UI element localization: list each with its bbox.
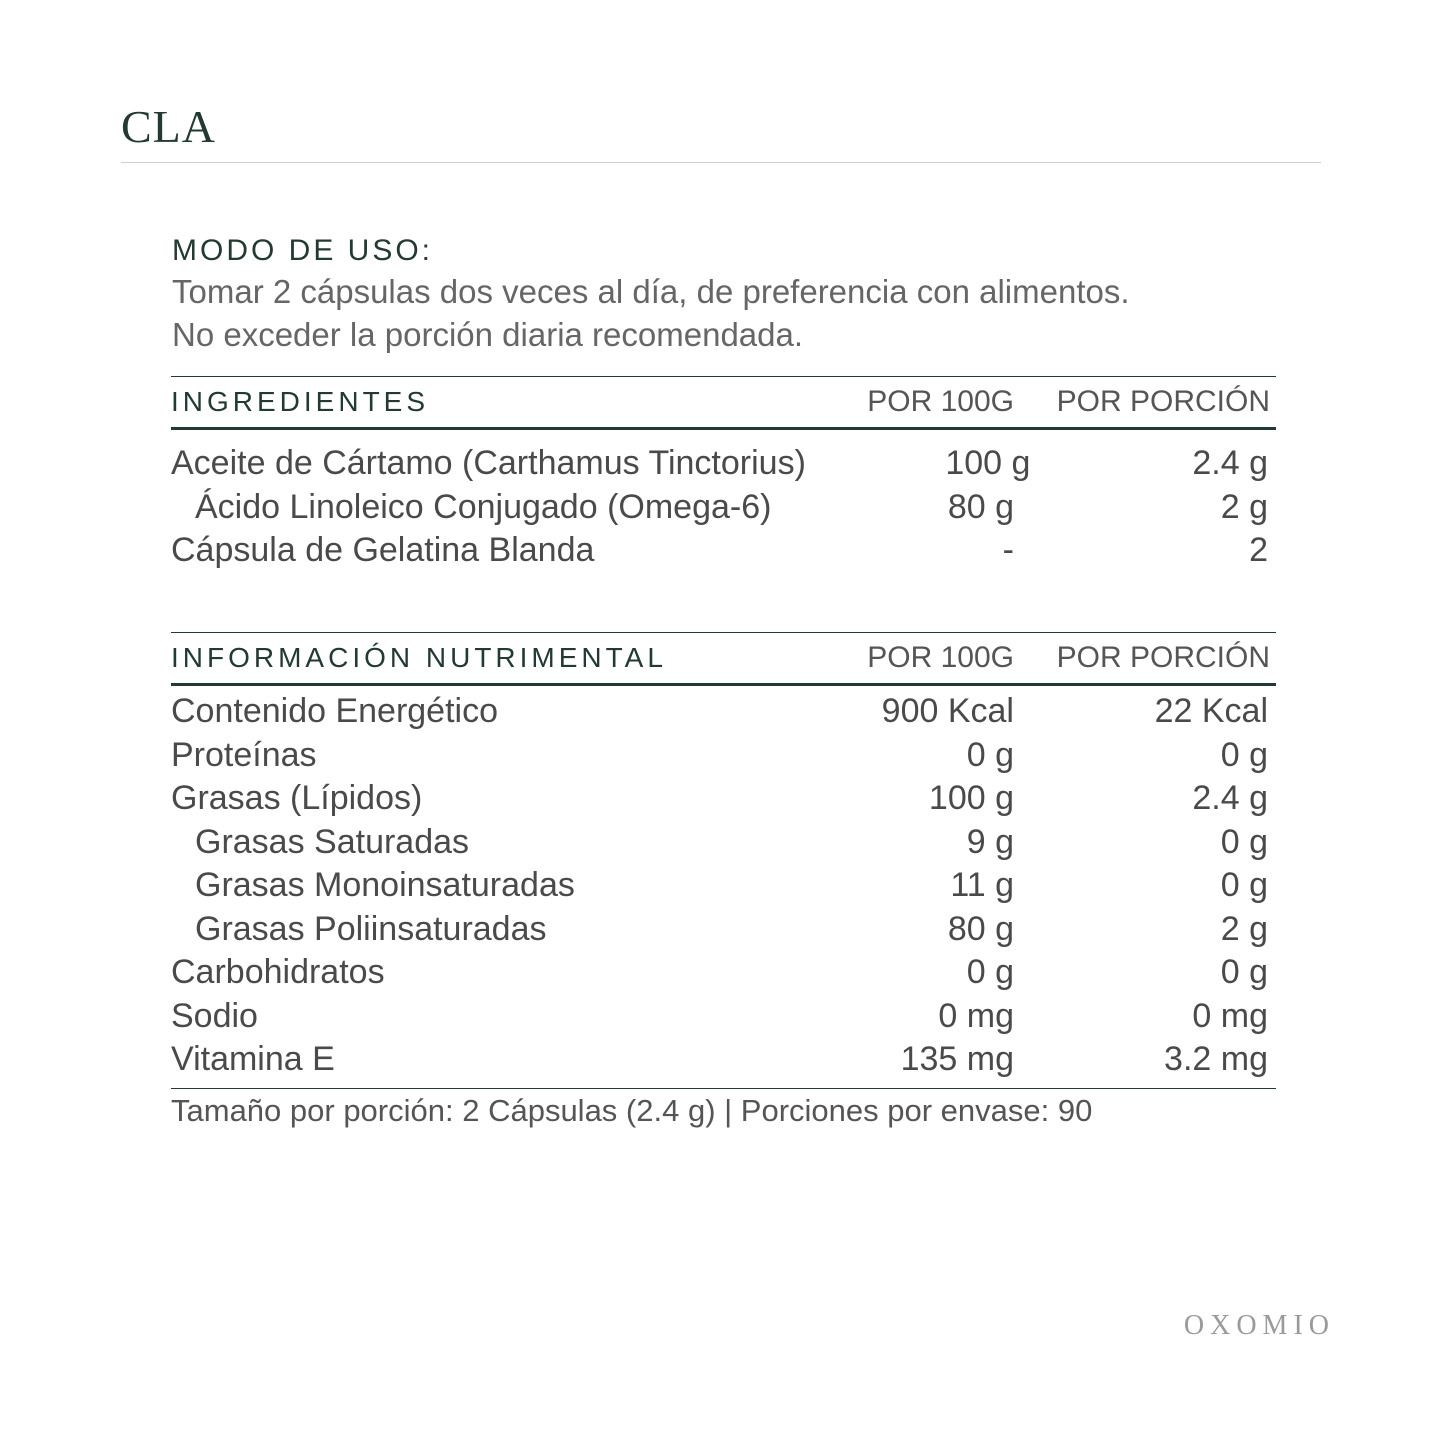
row-name: Grasas Poliinsaturadas — [195, 909, 547, 948]
row-name: Grasas Saturadas — [195, 822, 470, 861]
row-name: Sodio — [171, 996, 258, 1035]
table-row — [171, 690, 1276, 734]
row-name: Carbohidratos — [171, 953, 385, 992]
usage-warning: No exceder la porción diaria recomendada. — [172, 316, 804, 353]
brand-logo: OXOMIO — [1183, 1310, 1335, 1341]
row-name: Proteínas — [171, 735, 317, 774]
row-name: Aceite de Cártamo (Carthamus Tinctorius) — [171, 444, 806, 483]
row-per-100g: 135 mg — [900, 1040, 1014, 1079]
row-per-serving: 2.4 g — [1192, 444, 1268, 483]
table-row — [171, 864, 1276, 908]
row-name: Ácido Linoleico Conjugado (Omega-6) — [195, 487, 772, 526]
row-per-serving: 0 g — [1220, 866, 1268, 905]
row-per-serving: 0 g — [1220, 822, 1268, 861]
row-per-serving: 0 g — [1220, 953, 1268, 992]
row-per-serving: 2.4 g — [1192, 779, 1268, 818]
ingredients-rows — [171, 430, 1276, 573]
row-name: Grasas Monoinsaturadas — [195, 866, 575, 905]
row-per-serving: 3.2 mg — [1164, 1040, 1268, 1079]
row-per-100g: 900 Kcal — [881, 692, 1014, 731]
row-per-100g: 100 g — [945, 444, 1031, 483]
row-per-100g: 0 mg — [938, 996, 1014, 1035]
table-header — [171, 377, 1276, 430]
table-row — [171, 442, 1276, 486]
table-row — [171, 529, 1276, 573]
table-row — [171, 1038, 1276, 1082]
row-per-serving: 2 g — [1220, 909, 1268, 948]
usage-instruction: Tomar 2 cápsulas dos veces al día, de preferencia con alimentos. — [172, 273, 1130, 310]
table-header — [171, 633, 1276, 686]
header-per-serving: POR PORCIÓN — [1056, 385, 1270, 418]
row-name: Cápsula de Gelatina Blanda — [171, 531, 595, 570]
table-row — [171, 777, 1276, 821]
row-name: Vitamina E — [171, 1040, 335, 1079]
table-row — [171, 951, 1276, 995]
row-per-100g: 9 g — [966, 822, 1014, 861]
row-per-100g: 11 g — [950, 866, 1014, 905]
usage-heading: MODO DE USO: — [172, 234, 434, 267]
nutrition-rows — [171, 686, 1276, 1089]
row-per-100g: 80 g — [947, 909, 1014, 948]
table-row — [171, 734, 1276, 778]
header-per-100g: POR 100G — [867, 641, 1014, 674]
header-per-serving: POR PORCIÓN — [1056, 641, 1270, 674]
row-per-serving: 2 g — [1220, 487, 1268, 526]
row-per-100g: 0 g — [966, 953, 1014, 992]
row-per-100g: 80 g — [947, 487, 1014, 526]
row-name: Contenido Energético — [171, 692, 499, 731]
row-per-serving: 22 Kcal — [1154, 692, 1268, 731]
page-title: CLA — [121, 101, 216, 152]
row-per-serving: 2 — [1249, 531, 1268, 570]
table-row — [171, 821, 1276, 865]
row-per-100g: - — [1002, 531, 1014, 570]
row-name: Grasas (Lípidos) — [171, 779, 423, 818]
header-ingredients: INGREDIENTES — [171, 386, 430, 417]
table-row — [171, 908, 1276, 952]
ingredients-table — [171, 376, 1276, 573]
serving-footnote: Tamaño por porción: 2 Cápsulas (2.4 g) | Porciones por envase: 90 — [171, 1093, 1093, 1128]
table-row — [171, 486, 1276, 530]
table-row — [171, 995, 1276, 1039]
nutrition-table — [171, 632, 1276, 1089]
header-per-100g: POR 100G — [867, 385, 1014, 418]
row-per-100g: 0 g — [966, 735, 1014, 774]
row-per-100g: 100 g — [928, 779, 1014, 818]
row-per-serving: 0 g — [1220, 735, 1268, 774]
title-divider — [121, 162, 1321, 163]
row-per-serving: 0 mg — [1192, 996, 1268, 1035]
usage-section — [172, 232, 1282, 356]
header-nutrition: INFORMACIÓN NUTRIMENTAL — [171, 642, 667, 673]
